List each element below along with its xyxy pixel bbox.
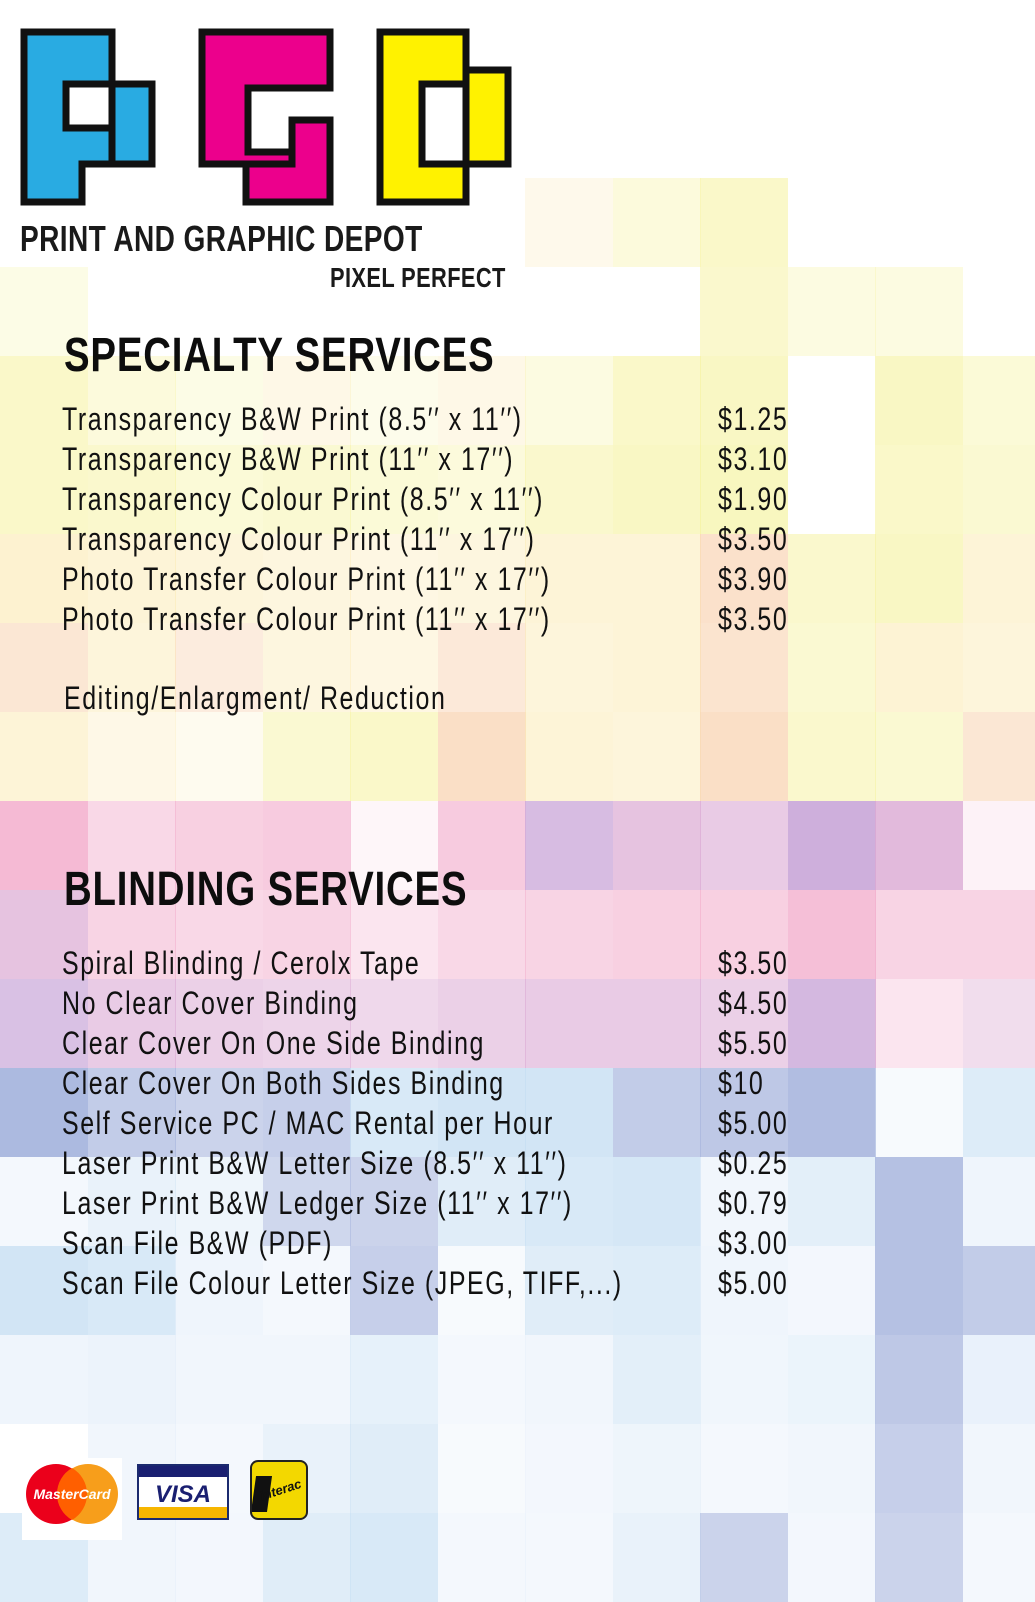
mosaic-tile: [438, 1513, 526, 1602]
item-name: No Clear Cover Binding: [62, 983, 359, 1023]
interac-wordmark: Interac: [258, 1476, 304, 1504]
mosaic-tile: [263, 712, 351, 801]
item-price: $10: [718, 1063, 764, 1103]
logo-letter-p: [24, 32, 152, 202]
mosaic-tile: [963, 356, 1035, 445]
list-item: [62, 943, 822, 983]
item-price: $1.90: [718, 479, 788, 519]
mosaic-tile: [875, 801, 963, 890]
mosaic-tile: [963, 1157, 1035, 1246]
item-name: Laser Print B&W Letter Size (8.5′′ x 11′′): [62, 1143, 567, 1183]
mosaic-tile: [525, 712, 613, 801]
mastercard-wordmark: MasterCard: [33, 1486, 110, 1502]
item-name: Scan File B&W (PDF): [62, 1223, 333, 1263]
mosaic-tile: [613, 1513, 701, 1602]
item-name: Transparency B&W Print (8.5′′ x 11′′): [62, 399, 523, 439]
logo-letter-d: [380, 32, 508, 202]
mosaic-tile: [963, 1424, 1035, 1513]
list-item: [62, 479, 822, 519]
mosaic-tile: [963, 1246, 1035, 1335]
item-name: Transparency Colour Print (8.5′′ x 11′′): [62, 479, 544, 519]
mosaic-tile: [700, 1424, 788, 1513]
item-name: Self Service PC / MAC Rental per Hour: [62, 1103, 554, 1143]
mosaic-tile: [88, 712, 176, 801]
mosaic-tile: [875, 712, 963, 801]
mosaic-tile: [263, 1335, 351, 1424]
list-item: [62, 1143, 822, 1183]
mosaic-tile: [700, 267, 788, 356]
mosaic-tile: [788, 1424, 876, 1513]
specialty-services-list: [62, 399, 822, 639]
mosaic-tile: [963, 445, 1035, 534]
mosaic-tile: [875, 267, 963, 356]
item-price: $4.50: [718, 983, 788, 1023]
mosaic-tile: [88, 1335, 176, 1424]
item-price: $5.00: [718, 1103, 788, 1143]
list-item: [62, 559, 822, 599]
mosaic-tile: [963, 1068, 1035, 1157]
specialty-note: Editing/Enlargment/ Reduction: [64, 678, 446, 718]
list-item: [62, 599, 822, 639]
mosaic-tile: [525, 801, 613, 890]
item-price: $3.50: [718, 519, 788, 559]
item-price: $3.00: [718, 1223, 788, 1263]
list-item: [62, 1103, 822, 1143]
mosaic-tile: [0, 712, 88, 801]
mosaic-tile: [525, 1513, 613, 1602]
mosaic-tile: [875, 623, 963, 712]
item-name: Transparency B&W Print (11′′ x 17′′): [62, 439, 514, 479]
mosaic-tile: [175, 1513, 263, 1602]
mosaic-tile: [438, 712, 526, 801]
item-price: $0.25: [718, 1143, 788, 1183]
mosaic-tile: [0, 1335, 88, 1424]
item-name: Photo Transfer Colour Print (11′′ x 17′′): [62, 599, 551, 639]
mosaic-tile: [700, 1513, 788, 1602]
mosaic-tile: [175, 712, 263, 801]
item-price: $3.50: [718, 943, 788, 983]
mosaic-tile: [700, 801, 788, 890]
mosaic-tile: [875, 445, 963, 534]
mosaic-tile: [875, 890, 963, 979]
mosaic-tile: [788, 1513, 876, 1602]
logo-letter-g: [202, 32, 330, 202]
mosaic-tile: [613, 801, 701, 890]
mosaic-tile: [788, 267, 876, 356]
mosaic-tile: [700, 1335, 788, 1424]
mosaic-tile: [525, 1424, 613, 1513]
mosaic-tile: [963, 801, 1035, 890]
list-item: [62, 1023, 822, 1063]
specialty-services-title: SPECIALTY SERVICES: [64, 328, 495, 383]
mosaic-tile: [963, 1335, 1035, 1424]
item-name: Clear Cover On One Side Binding: [62, 1023, 485, 1063]
item-price: $5.00: [718, 1263, 788, 1303]
mosaic-tile: [963, 890, 1035, 979]
interac-icon: [252, 1462, 306, 1518]
mosaic-tile: [875, 979, 963, 1068]
mosaic-tile: [963, 623, 1035, 712]
mosaic-tile: [350, 1424, 438, 1513]
visa-icon: [139, 1466, 227, 1518]
mosaic-tile: [788, 1335, 876, 1424]
binding-services-list: [62, 943, 822, 1303]
interac-logo: [250, 1460, 308, 1520]
item-name: Spiral Blinding / Cerolx Tape: [62, 943, 420, 983]
mosaic-tile: [963, 1513, 1035, 1602]
brand-name: PRINT AND GRAPHIC DEPOT: [20, 218, 423, 260]
mosaic-tile: [875, 1246, 963, 1335]
item-price: $1.25: [718, 399, 788, 439]
mosaic-tile: [175, 1335, 263, 1424]
visa-wordmark: VISA: [155, 1481, 211, 1508]
brand-tagline: PIXEL PERFECT: [330, 262, 506, 294]
list-item: [62, 1063, 822, 1103]
mosaic-tile: [438, 1424, 526, 1513]
item-price: $5.50: [718, 1023, 788, 1063]
mastercard-icon: [22, 1458, 122, 1540]
mosaic-tile: [700, 178, 788, 267]
mosaic-tile: [875, 1513, 963, 1602]
mosaic-tile: [438, 1335, 526, 1424]
list-item: [62, 439, 822, 479]
list-item: [62, 1183, 822, 1223]
list-item: [62, 983, 822, 1023]
mosaic-tile: [700, 712, 788, 801]
mosaic-tile: [875, 1157, 963, 1246]
mosaic-tile: [350, 712, 438, 801]
pgd-logo-mark: [20, 28, 520, 206]
mosaic-tile: [525, 178, 613, 267]
mosaic-tile: [875, 1335, 963, 1424]
mastercard-logo: [22, 1458, 122, 1540]
item-name: Photo Transfer Colour Print (11′′ x 17′′): [62, 559, 551, 599]
list-item: [62, 1223, 822, 1263]
mosaic-tile: [788, 712, 876, 801]
item-price: $0.79: [718, 1183, 788, 1223]
list-item: [62, 519, 822, 559]
mosaic-tile: [963, 534, 1035, 623]
item-price: $3.50: [718, 599, 788, 639]
mosaic-tile: [875, 534, 963, 623]
item-price: $3.10: [718, 439, 788, 479]
mosaic-tile: [613, 1424, 701, 1513]
list-item: [62, 399, 822, 439]
mosaic-tile: [875, 356, 963, 445]
mosaic-tile: [613, 712, 701, 801]
mosaic-tile: [613, 1335, 701, 1424]
item-name: Transparency Colour Print (11′′ x 17′′): [62, 519, 536, 559]
list-item: [62, 1263, 822, 1303]
visa-logo: [137, 1464, 229, 1520]
mosaic-tile: [525, 1335, 613, 1424]
mosaic-tile: [263, 1513, 351, 1602]
mosaic-tile: [350, 1513, 438, 1602]
item-price: $3.90: [718, 559, 788, 599]
item-name: Clear Cover On Both Sides Binding: [62, 1063, 505, 1103]
binding-services-title: BLINDING SERVICES: [64, 862, 467, 917]
mosaic-tile: [963, 712, 1035, 801]
item-name: Laser Print B&W Ledger Size (11′′ x 17′′): [62, 1183, 573, 1223]
mosaic-tile: [875, 1068, 963, 1157]
mosaic-tile: [613, 178, 701, 267]
item-name: Scan File Colour Letter Size (JPEG, TIFF,...): [62, 1263, 623, 1303]
mosaic-tile: [350, 1335, 438, 1424]
mosaic-tile: [875, 1424, 963, 1513]
mosaic-tile: [788, 801, 876, 890]
mosaic-tile: [963, 979, 1035, 1068]
